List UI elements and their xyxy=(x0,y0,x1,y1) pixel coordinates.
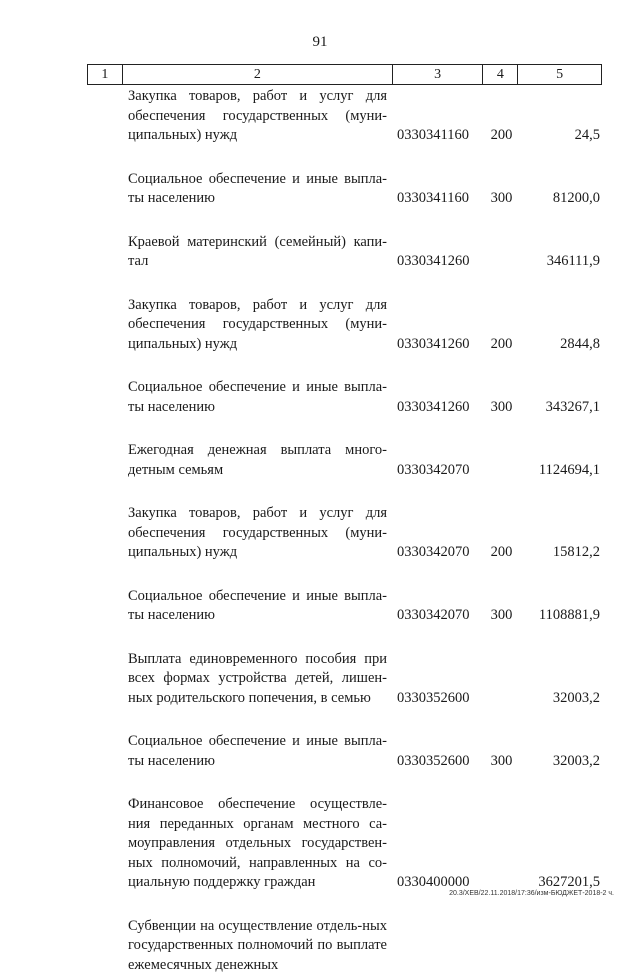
row-code: 0330400000 xyxy=(393,873,484,893)
row-name: Финансовое обеспечение осуществле-ния переданных органам местного са-моуправления отдельных государствен-ных полномочий, направленных на со-циальную поддержку граждан xyxy=(122,795,393,893)
row-amount: 24,5 xyxy=(519,126,602,146)
header-col-3: 3 xyxy=(393,65,484,84)
row-code: 0330341260 xyxy=(393,398,484,418)
row-expense-type: 200 xyxy=(484,126,519,146)
row-code: 0330342070 xyxy=(393,606,484,626)
row-expense-type: 200 xyxy=(484,543,519,563)
table-row xyxy=(87,917,602,975)
table-row xyxy=(87,587,602,626)
row-amount: 346111,9 xyxy=(519,252,602,272)
row-name: Ежегодная денежная выплата много-детным семьям xyxy=(122,441,393,480)
table-header xyxy=(87,64,602,85)
row-expense-type: 300 xyxy=(484,606,519,626)
header-col-5: 5 xyxy=(518,65,601,84)
row-name: Социальное обеспечение и иные выпла-ты населению xyxy=(122,378,393,417)
table-row xyxy=(87,378,602,417)
table-row xyxy=(87,441,602,480)
page-number: 91 xyxy=(0,34,640,51)
table-row xyxy=(87,87,602,146)
row-code: 0330341160 xyxy=(393,189,484,209)
row-code: 0330342070 xyxy=(393,543,484,563)
row-name: Закупка товаров, работ и услуг для обеспечения государственных (муни-ципальных) нужд xyxy=(122,87,393,146)
table-row xyxy=(87,732,602,771)
row-code: 0330352600 xyxy=(393,752,484,772)
footer-stamp: 20.3/XEB/22.11.2018/17:36/изм-БЮДЖЕТ-2018-2 ч. xyxy=(449,890,614,897)
row-code: 0330341260 xyxy=(393,252,484,272)
table-row xyxy=(87,296,602,355)
row-name: Социальное обеспечение и иные выпла-ты населению xyxy=(122,587,393,626)
row-amount: 2844,8 xyxy=(519,335,602,355)
table-row xyxy=(87,233,602,272)
row-name: Закупка товаров, работ и услуг для обеспечения государственных (муни-ципальных) нужд xyxy=(122,296,393,355)
row-code: 0330341160 xyxy=(393,126,484,146)
header-col-4: 4 xyxy=(483,65,518,84)
row-amount: 1124694,1 xyxy=(519,461,602,481)
row-name: Закупка товаров, работ и услуг для обеспечения государственных (муни-ципальных) нужд xyxy=(122,504,393,563)
row-name: Выплата единовременного пособия при всех формах устройства детей, лишен-ных родительского попечения, в семью xyxy=(122,650,393,709)
row-name: Краевой материнский (семейный) капи-тал xyxy=(122,233,393,272)
row-expense-type: 300 xyxy=(484,752,519,772)
row-name: Социальное обеспечение и иные выпла-ты населению xyxy=(122,732,393,771)
row-amount: 343267,1 xyxy=(519,398,602,418)
table-row xyxy=(87,170,602,209)
row-amount: 3627201,5 xyxy=(519,873,602,893)
row-code: 0330352600 xyxy=(393,689,484,709)
row-amount: 32003,2 xyxy=(519,752,602,772)
table-row xyxy=(87,650,602,709)
table-body xyxy=(87,87,602,975)
table-row xyxy=(87,795,602,893)
row-amount: 15812,2 xyxy=(519,543,602,563)
row-amount: 81200,0 xyxy=(519,189,602,209)
header-col-2: 2 xyxy=(123,65,393,84)
row-expense-type: 300 xyxy=(484,189,519,209)
row-code: 0330341260 xyxy=(393,335,484,355)
row-code: 0330342070 xyxy=(393,461,484,481)
row-expense-type: 300 xyxy=(484,398,519,418)
row-amount: 1108881,9 xyxy=(519,606,602,626)
row-name: Социальное обеспечение и иные выпла-ты населению xyxy=(122,170,393,209)
header-col-1: 1 xyxy=(88,65,123,84)
row-expense-type: 200 xyxy=(484,335,519,355)
table-row xyxy=(87,504,602,563)
row-name: Субвенции на осуществление отдель-ных государственных полномочий по выплате ежемесячных денежных xyxy=(122,917,393,975)
row-amount: 32003,2 xyxy=(519,689,602,709)
